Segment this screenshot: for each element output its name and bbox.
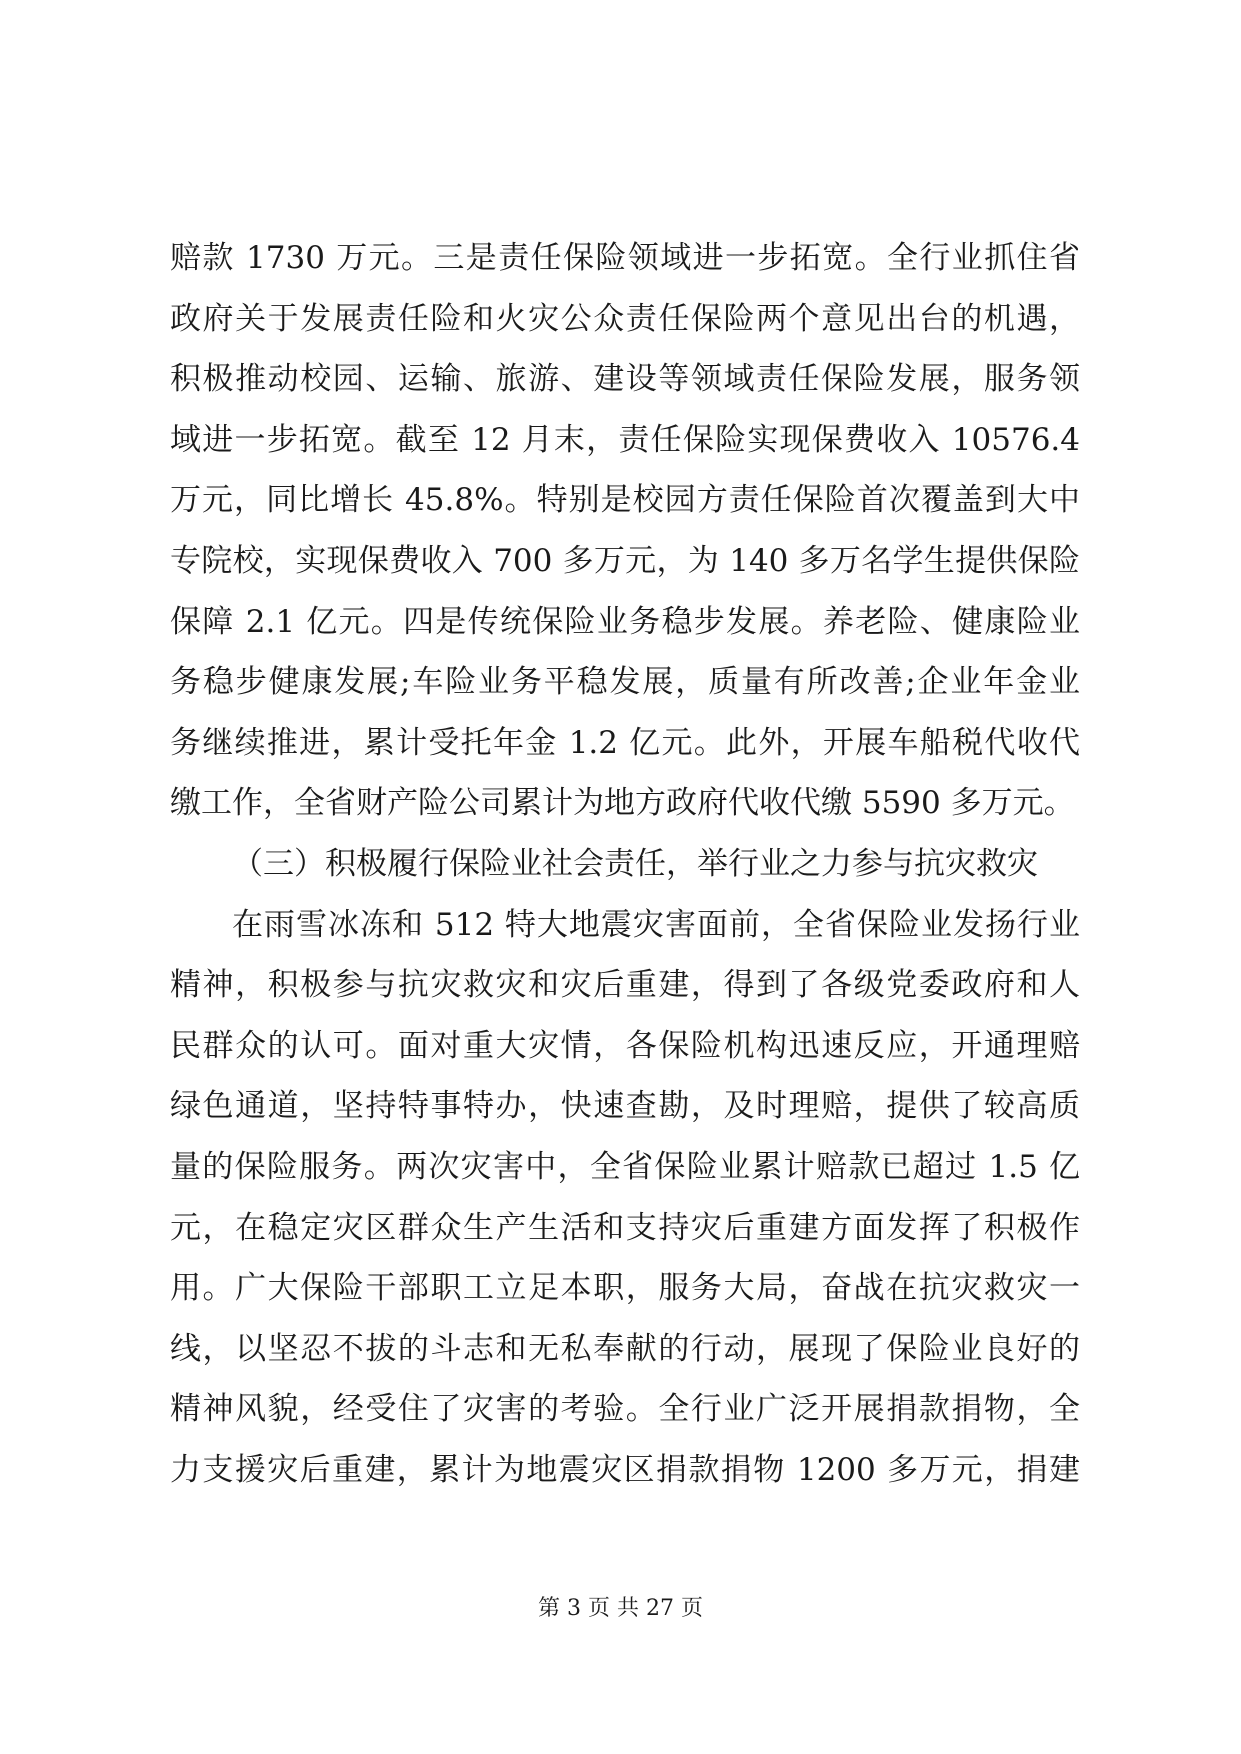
text-line: 专院校，实现保费收入 700 多万元，为 140 多万名学生提供保险 xyxy=(170,542,1080,579)
text-line: 用。广大保险干部职工立足本职，服务大局，奋战在抗灾救灾一 xyxy=(170,1270,1080,1307)
text-line: 力支援灾后重建，累计为地震灾区捐款捐物 1200 多万元，捐建 xyxy=(170,1451,1080,1488)
text-line: 在雨雪冰冻和 512 特大地震灾害面前，全省保险业发扬行业 xyxy=(232,906,1080,943)
text-line: 政府关于发展责任险和火灾公众责任保险两个意见出台的机遇， xyxy=(170,300,1080,337)
text-line: 保障 2.1 亿元。四是传统保险业务稳步发展。养老险、健康险业 xyxy=(170,603,1080,640)
text-line: 务继续推进，累计受托年金 1.2 亿元。此外，开展车船税代收代 xyxy=(170,724,1080,761)
text-line: 量的保险服务。两次灾害中，全省保险业累计赔款已超过 1.5 亿 xyxy=(170,1148,1080,1185)
text-line: 民群众的认可。面对重大灾情，各保险机构迅速反应，开通理赔 xyxy=(170,1027,1080,1064)
text-line: 赔款 1730 万元。三是责任保险领域进一步拓宽。全行业抓住省 xyxy=(170,240,1080,276)
text-line: 精神，积极参与抗灾救灾和灾后重建，得到了各级党委政府和人 xyxy=(170,967,1080,1004)
text-line: 积极推动校园、运输、旅游、建设等领域责任保险发展，服务领 xyxy=(170,361,1080,398)
section-heading: （三）积极履行保险业社会责任，举行业之力参与抗灾救灾 xyxy=(232,845,1038,882)
text-line: 缴工作，全省财产险公司累计为地方政府代收代缴 5590 多万元。 xyxy=(170,785,1075,822)
text-line: 域进一步拓宽。截至 12 月末，责任保险实现保费收入 10576.4 xyxy=(170,421,1080,458)
document-body xyxy=(170,228,1080,1500)
text-line: 绿色通道，坚持特事特办，快速查勘，及时理赔，提供了较高质 xyxy=(170,1088,1080,1125)
text-line: 万元，同比增长 45.8%。特别是校园方责任保险首次覆盖到大中 xyxy=(170,482,1080,519)
text-line: 精神风貌，经受住了灾害的考验。全行业广泛开展捐款捐物，全 xyxy=(170,1391,1080,1428)
text-line: 元，在稳定灾区群众生产生活和支持灾后重建方面发挥了积极作 xyxy=(170,1209,1080,1246)
text-line: 务稳步健康发展;车险业务平稳发展，质量有所改善;企业年金业 xyxy=(170,664,1080,701)
text-line: 线，以坚忍不拔的斗志和无私奉献的行动，展现了保险业良好的 xyxy=(170,1330,1080,1367)
page-number-footer: 第 3 页 共 27 页 xyxy=(538,1596,703,1621)
